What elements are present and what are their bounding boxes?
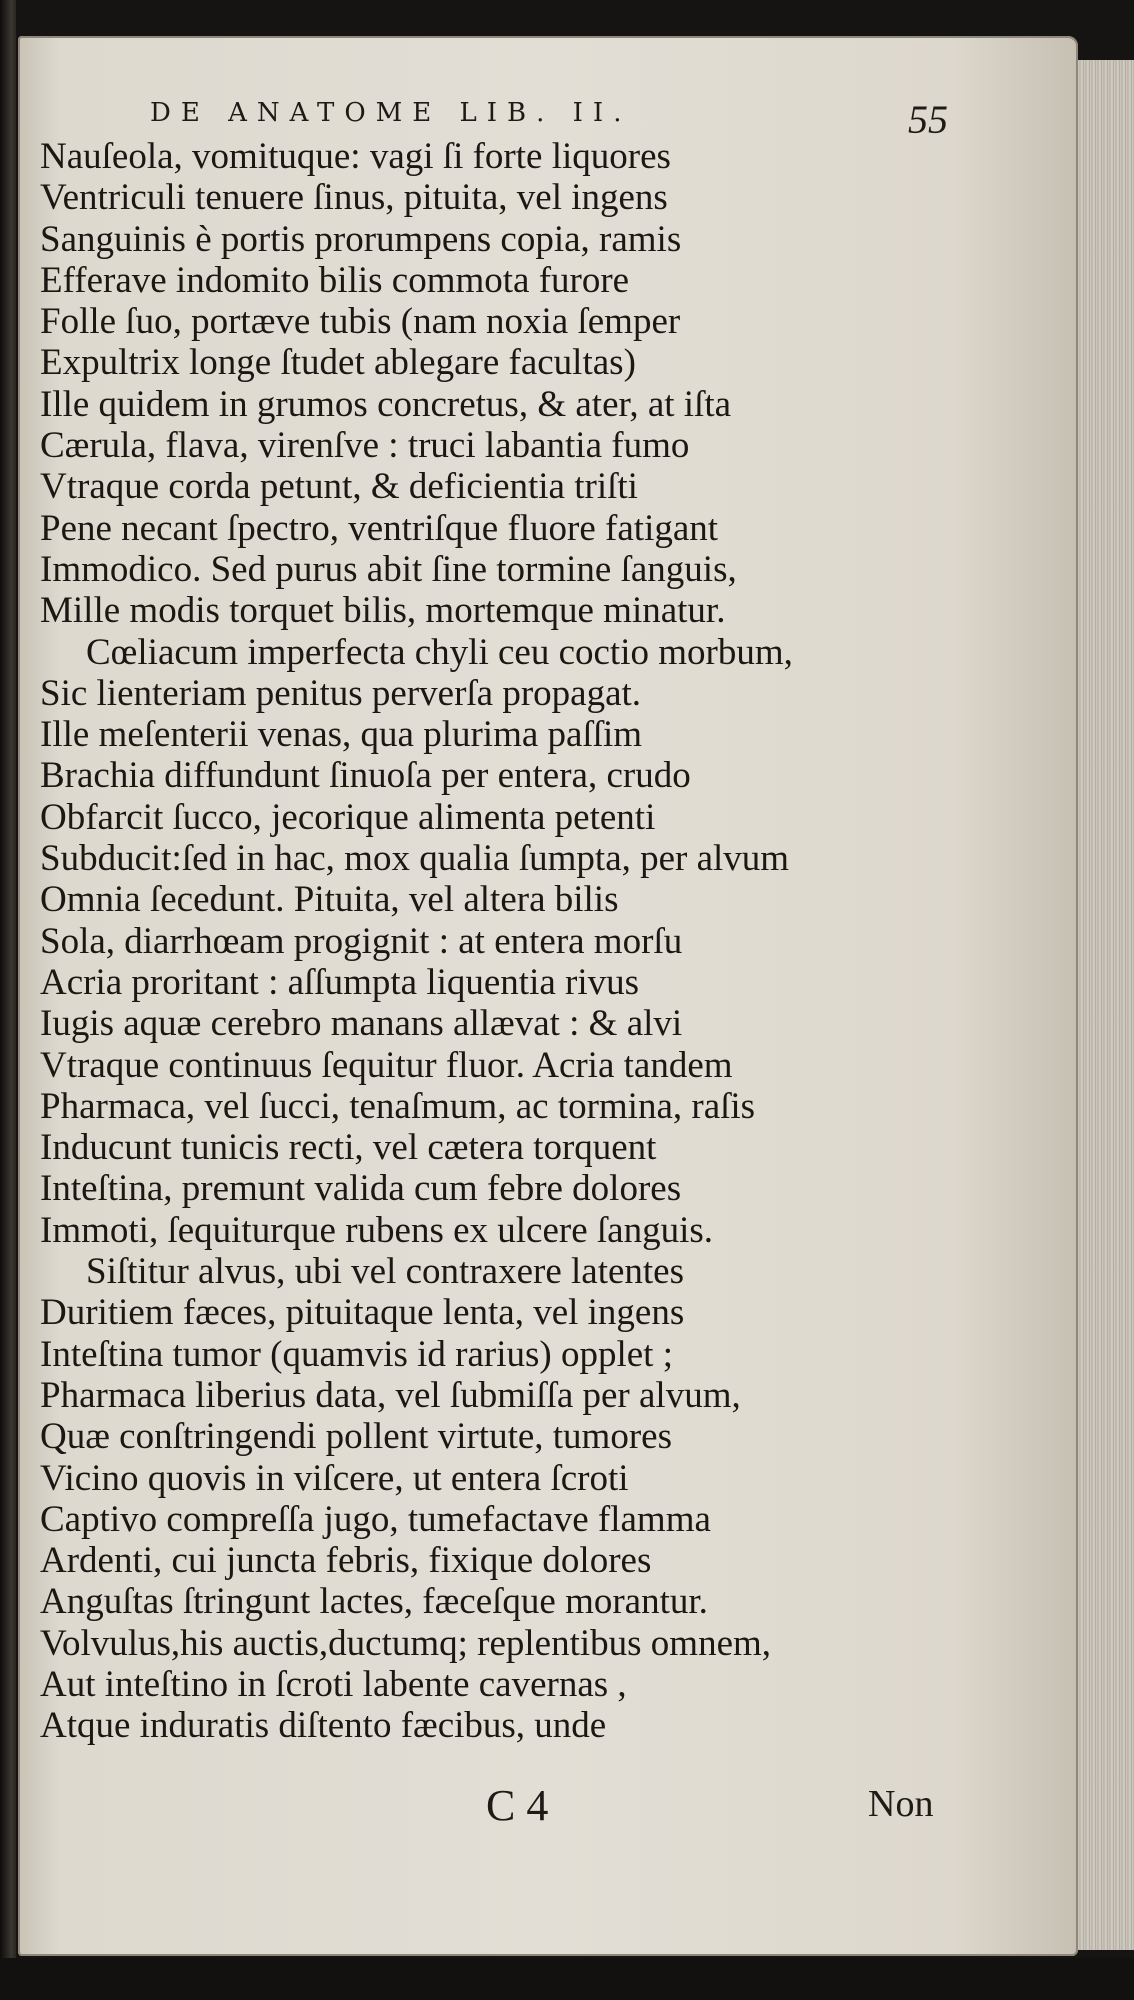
verse-line: Vtraque continuus ſequitur fluor. Acria tandem bbox=[40, 1044, 733, 1086]
verse-line: Captivo compreſſa jugo, tumefactave flamma bbox=[40, 1498, 711, 1540]
page-fore-edge bbox=[1078, 60, 1134, 1950]
verse-line: Ille meſenterii venas, qua plurima paſſim bbox=[40, 714, 643, 756]
verse-line: Quæ conſtringendi pollent virtute, tumores bbox=[40, 1416, 672, 1458]
verse-line: Anguſtas ſtringunt lactes, fæceſque morantur. bbox=[40, 1581, 708, 1623]
signature-mark: C 4 bbox=[486, 1781, 549, 1830]
verse-text-block bbox=[40, 136, 1040, 1747]
verse-line: Expultrix longe ſtudet ablegare facultas) bbox=[40, 342, 636, 384]
previous-page-edge bbox=[0, 0, 16, 2000]
verse-line: Immoti, ſequiturque rubens ex ulcere ſanguis. bbox=[40, 1209, 714, 1251]
verse-line: Inducunt tunicis recti, vel cætera torquent bbox=[40, 1127, 657, 1169]
verse-line: Cœliacum imperfecta chyli ceu coctio morbum, bbox=[86, 631, 793, 673]
verse-line: Volvulus,his auctis,ductumq; replentibus omnem, bbox=[40, 1622, 772, 1664]
verse-line: Ardenti, cui juncta febris, fixique dolores bbox=[40, 1540, 652, 1582]
verse-line: Efferave indomito bilis commota furore bbox=[40, 259, 630, 301]
verse-line: Brachia diffundunt ſinuoſa per entera, crudo bbox=[40, 755, 691, 797]
verse-line: Folle ſuo, portæve tubis (nam noxia ſemper bbox=[40, 301, 681, 343]
verse-line: Pharmaca liberius data, vel ſubmiſſa per alvum, bbox=[40, 1374, 741, 1416]
verse-line: Sic lienteriam penitus perverſa propagat. bbox=[40, 672, 642, 714]
verse-line: Omnia ſecedunt. Pituita, vel altera bilis bbox=[40, 879, 619, 921]
verse-line: Pene necant ſpectro, ventriſque fluore fatigant bbox=[40, 507, 719, 549]
verse-line: Immodico. Sed purus abit ſine tormine ſanguis, bbox=[40, 548, 737, 590]
verse-line: Sanguinis è portis prorumpens copia, ramis bbox=[40, 218, 682, 260]
verse-line: Inteſtina, premunt valida cum febre dolores bbox=[40, 1168, 682, 1210]
verse-line: Ille quidem in grumos concretus, & ater, at iſta bbox=[40, 383, 732, 425]
verse-line: Mille modis torquet bilis, mortemque minatur. bbox=[40, 590, 726, 632]
verse-line: Vtraque corda petunt, & deficientia triſti bbox=[40, 466, 638, 508]
verse-line: Aut inteſtino in ſcroti labente cavernas , bbox=[40, 1663, 627, 1705]
catchword: Non bbox=[868, 1783, 934, 1825]
verse-line: Siſtitur alvus, ubi vel contraxere latentes bbox=[86, 1251, 684, 1293]
verse-line: Pharmaca, vel ſucci, tenaſmum, ac tormina, raſis bbox=[40, 1085, 756, 1127]
running-title: DE ANATOME LIB. II. bbox=[150, 98, 632, 128]
page-number: 55 bbox=[908, 97, 948, 142]
verse-line: Atque induratis diſtento fæcibus, unde bbox=[40, 1705, 607, 1747]
verse-line: Cærula, flava, virenſve : truci labantia fumo bbox=[40, 425, 690, 467]
scan-background bbox=[0, 1958, 1134, 2000]
verse-line: Iugis aquæ cerebro manans allævat : & alvi bbox=[40, 1003, 683, 1045]
verse-line: Acria proritant : aſſumpta liquentia rivus bbox=[40, 961, 640, 1003]
verse-line: Inteſtina tumor (quamvis id rarius) opplet ; bbox=[40, 1333, 673, 1375]
verse-line: Subducit:ſed in hac, mox qualia ſumpta, per alvum bbox=[40, 838, 790, 880]
verse-line: Obfarcit ſucco, jecorique alimenta petenti bbox=[40, 796, 656, 838]
verse-line: Ventriculi tenuere ſinus, pituita, vel ingens bbox=[40, 177, 668, 219]
verse-line: Sola, diarrhœam progignit : at entera morſu bbox=[40, 920, 683, 962]
verse-line: Nauſeola, vomituque: vagi ſi forte liquores bbox=[40, 136, 671, 177]
verse-line: Duritiem fæces, pituitaque lenta, vel ingens bbox=[40, 1292, 685, 1334]
verse-line: Vicino quovis in viſcere, ut entera ſcroti bbox=[40, 1457, 629, 1499]
